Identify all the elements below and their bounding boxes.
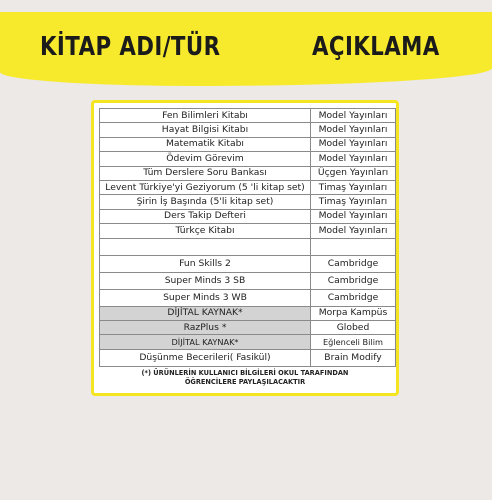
table-row [100, 180, 396, 194]
table-row-digital [100, 335, 396, 349]
table-row-digital [100, 320, 396, 334]
book-list-card [91, 100, 399, 396]
publisher-cell: Cambridge [311, 272, 396, 289]
publisher-cell: Model Yayınları [311, 109, 396, 123]
book-title-cell: Türkçe Kitabı [100, 224, 311, 238]
publisher-cell: Model Yayınları [311, 224, 396, 238]
publisher-cell: Cambridge [311, 289, 396, 306]
table-row [100, 166, 396, 180]
publisher-cell: Globed [311, 320, 396, 334]
table-row [100, 152, 396, 166]
table-row [100, 349, 396, 366]
book-title-cell: DİJİTAL KAYNAK* [100, 335, 311, 349]
book-title-cell: Hayat Bilgisi Kitabı [100, 123, 311, 137]
publisher-cell: Model Yayınları [311, 123, 396, 137]
book-title-cell: Fen Bilimleri Kitabı [100, 109, 311, 123]
publisher-cell: Timaş Yayınları [311, 195, 396, 209]
footnote: (*) ÜRÜNLERİN KULLANICI BİLGİLERİ OKUL TARAFINDAN ÖĞRENCİLERE PAYLAŞILACAKTIR [141, 369, 349, 386]
publisher-cell: Timaş Yayınları [311, 180, 396, 194]
publisher-cell: Üçgen Yayınları [311, 166, 396, 180]
book-title-cell: Fun Skills 2 [100, 255, 311, 272]
header-title-description: AÇIKLAMA [312, 32, 440, 62]
table-row-digital [100, 306, 396, 320]
book-title-cell: Şirin İş Başında (5'li kitap set) [100, 195, 311, 209]
book-title-cell: Ödevim Görevim [100, 152, 311, 166]
publisher-cell: Morpa Kampüs [311, 306, 396, 320]
book-title-cell: Ders Takip Defteri [100, 209, 311, 223]
book-title-cell: Super Minds 3 WB [100, 289, 311, 306]
table-row-empty [100, 238, 396, 255]
book-title-cell: Matematik Kitabı [100, 137, 311, 151]
table-row [100, 109, 396, 123]
publisher-cell: Model Yayınları [311, 209, 396, 223]
table-row [100, 224, 396, 238]
book-title-cell: Levent Türkiye'yi Geziyorum (5 'li kitap set) [100, 180, 311, 194]
book-title-cell: Düşünme Becerileri( Fasikül) [100, 349, 311, 366]
header-title-book-name: KİTAP ADI/TÜR [40, 32, 221, 62]
book-title-cell: Tüm Derslere Soru Bankası [100, 166, 311, 180]
book-title-cell: RazPlus * [100, 320, 311, 334]
book-title-cell: Super Minds 3 SB [100, 272, 311, 289]
table-row [100, 289, 396, 306]
book-title-cell [100, 238, 311, 255]
table-row [100, 255, 396, 272]
table-row [100, 209, 396, 223]
publisher-cell: Eğlenceli Bilim [311, 335, 396, 349]
table-row [100, 137, 396, 151]
publisher-cell: Model Yayınları [311, 137, 396, 151]
book-list-table [99, 108, 396, 367]
table-row [100, 272, 396, 289]
publisher-cell [311, 238, 396, 255]
publisher-cell: Cambridge [311, 255, 396, 272]
table-row [100, 123, 396, 137]
table-row [100, 195, 396, 209]
book-title-cell: DİJİTAL KAYNAK* [100, 306, 311, 320]
publisher-cell: Model Yayınları [311, 152, 396, 166]
publisher-cell: Brain Modify [311, 349, 396, 366]
